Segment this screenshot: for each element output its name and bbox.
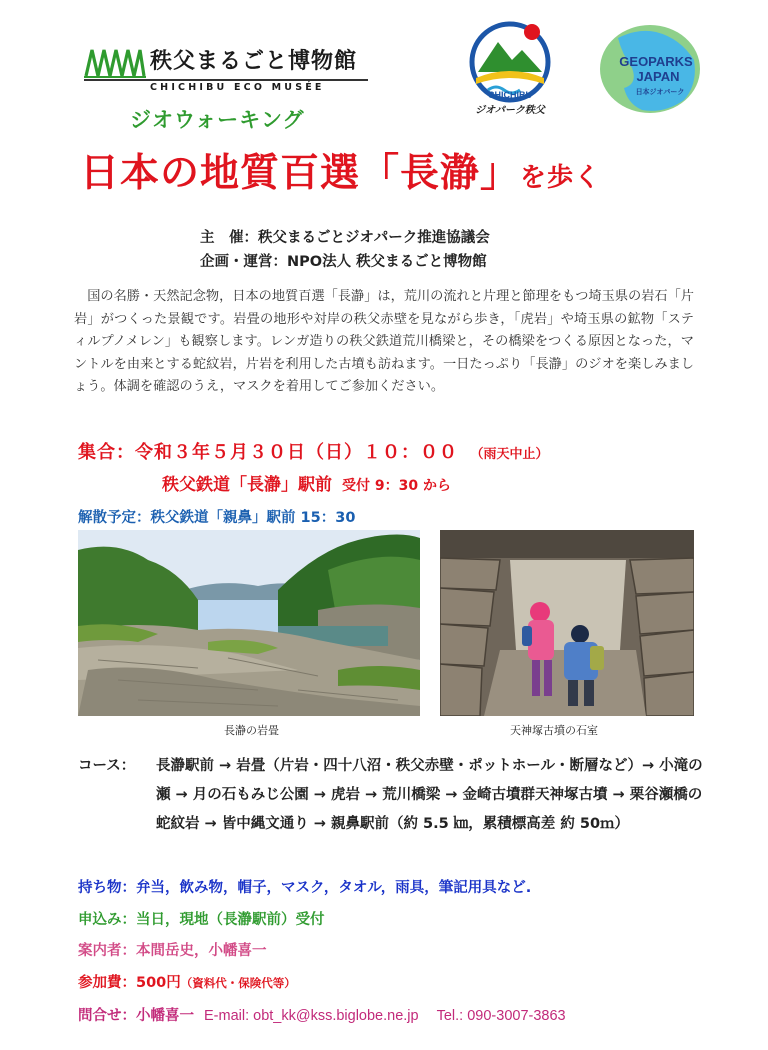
contact-tel[interactable]: Tel.: 090-3007-3863 <box>436 1008 566 1024</box>
museum-name: 秩父まるごと博物館 <box>150 49 358 74</box>
course-label: コース： <box>78 758 136 774</box>
items-to-bring: 持ち物：弁当，飲み物，帽子，マスク，タオル，雨具，筆記用具など. <box>78 880 532 896</box>
photo-iwadatami <box>78 530 420 716</box>
page-title <box>80 142 601 198</box>
geoparks-line3: 日本ジオパーク <box>635 88 685 96</box>
photo-tenjinzuka <box>440 530 694 716</box>
geoparks-japan-logo <box>598 24 702 114</box>
photo-caption-tenjinzuka: 天神塚古墳の石室 <box>510 724 598 737</box>
subtitle: ジオウォーキング <box>130 108 305 132</box>
contact-label: 問合せ：小幡喜一 <box>78 1008 194 1024</box>
rain-note: （雨天中止） <box>477 447 549 462</box>
museum-mark-icon <box>84 46 146 78</box>
meeting-datetime: 集合：令和３年５月３０日（日）１０：００ <box>78 442 458 463</box>
fee-text: 参加費：500円 <box>78 975 181 991</box>
contact <box>78 1004 566 1025</box>
fee <box>78 971 296 992</box>
tenjinzuka-image <box>440 530 694 716</box>
fee-note: （資料代・保険代等） <box>180 976 296 990</box>
iwadatami-image <box>78 530 420 716</box>
organizer-operator: 企画・運営：NPO法人 秩父まるごと博物館 <box>200 254 487 270</box>
meeting-place-line <box>162 470 451 495</box>
meeting-place: 秩父鉄道「長瀞」駅前 <box>162 475 332 495</box>
title-main: 日本の地質百選「長瀞」 <box>80 151 521 196</box>
contact-email[interactable]: E-mail: obt_kk@kss.biglobe.ne.jp <box>204 1008 419 1024</box>
museum-english-name: CHICHIBU ECO MUSÉE <box>150 82 325 93</box>
museum-logo <box>84 44 374 94</box>
chichibu-logo-caption: ジオパーク秩父 <box>475 105 545 116</box>
geoparks-line1: GEOPARKS <box>619 54 693 69</box>
guides: 案内者：本間岳史，小幡喜一 <box>78 943 267 959</box>
title-suffix: を歩く <box>520 163 602 193</box>
chichibu-logo-text: CHICHIBU <box>488 90 532 100</box>
intro-paragraph: 国の名勝・天然記念物，日本の地質百選「長瀞」は，荒川の流れと片理と節理をもつ埼玉県の岩石「片岩」がつくった景観です。岩畳の地形や対岸の秩父赤壁を見ながら歩き，「虎岩」や埼玉県の鉱物「スティルプノメレン」も観察します。レンガ造りの秩父鉄道荒川橋梁と，その橋梁をつくる原因となった，マントルを由来とする蛇紋岩，片岩を利用した古墳も訪ねます。一日たっぷり「長瀞」のジオを楽しみましょう。体調を確認のうえ，マスクを着用してご参加ください。 <box>74 289 694 395</box>
museum-rule <box>84 79 368 81</box>
photo-caption-iwadatami: 長瀞の岩畳 <box>224 724 279 737</box>
reception-time: 受付 9：30 から <box>342 478 451 494</box>
application: 申込み：当日，現地（長瀞駅前）受付 <box>78 912 325 928</box>
course-text: 長瀞駅前 → 岩畳（片岩・四十八沼・秩父赤壁・ポットホール・断層など）→ 小滝の瀬 → 月の石もみじ公園 → 虎岩 → 荒川橋梁 → 金崎古墳群天神塚古墳 → 栗谷瀬橋の蛇紋岩 → 皆中縄文通り → 親鼻駅前（約 5.5 ㎞，累積標高差 約 50ｍ） <box>156 758 703 832</box>
chichibu-geopark-logo <box>468 20 552 116</box>
dismissal: 解散予定：秩父鉄道「親鼻」駅前 15：30 <box>78 510 356 526</box>
organizer-host: 主 催：秩父まるごとジオパーク推進協議会 <box>200 230 490 246</box>
geoparks-line2: JAPAN <box>636 69 680 84</box>
meeting-line <box>78 438 549 464</box>
